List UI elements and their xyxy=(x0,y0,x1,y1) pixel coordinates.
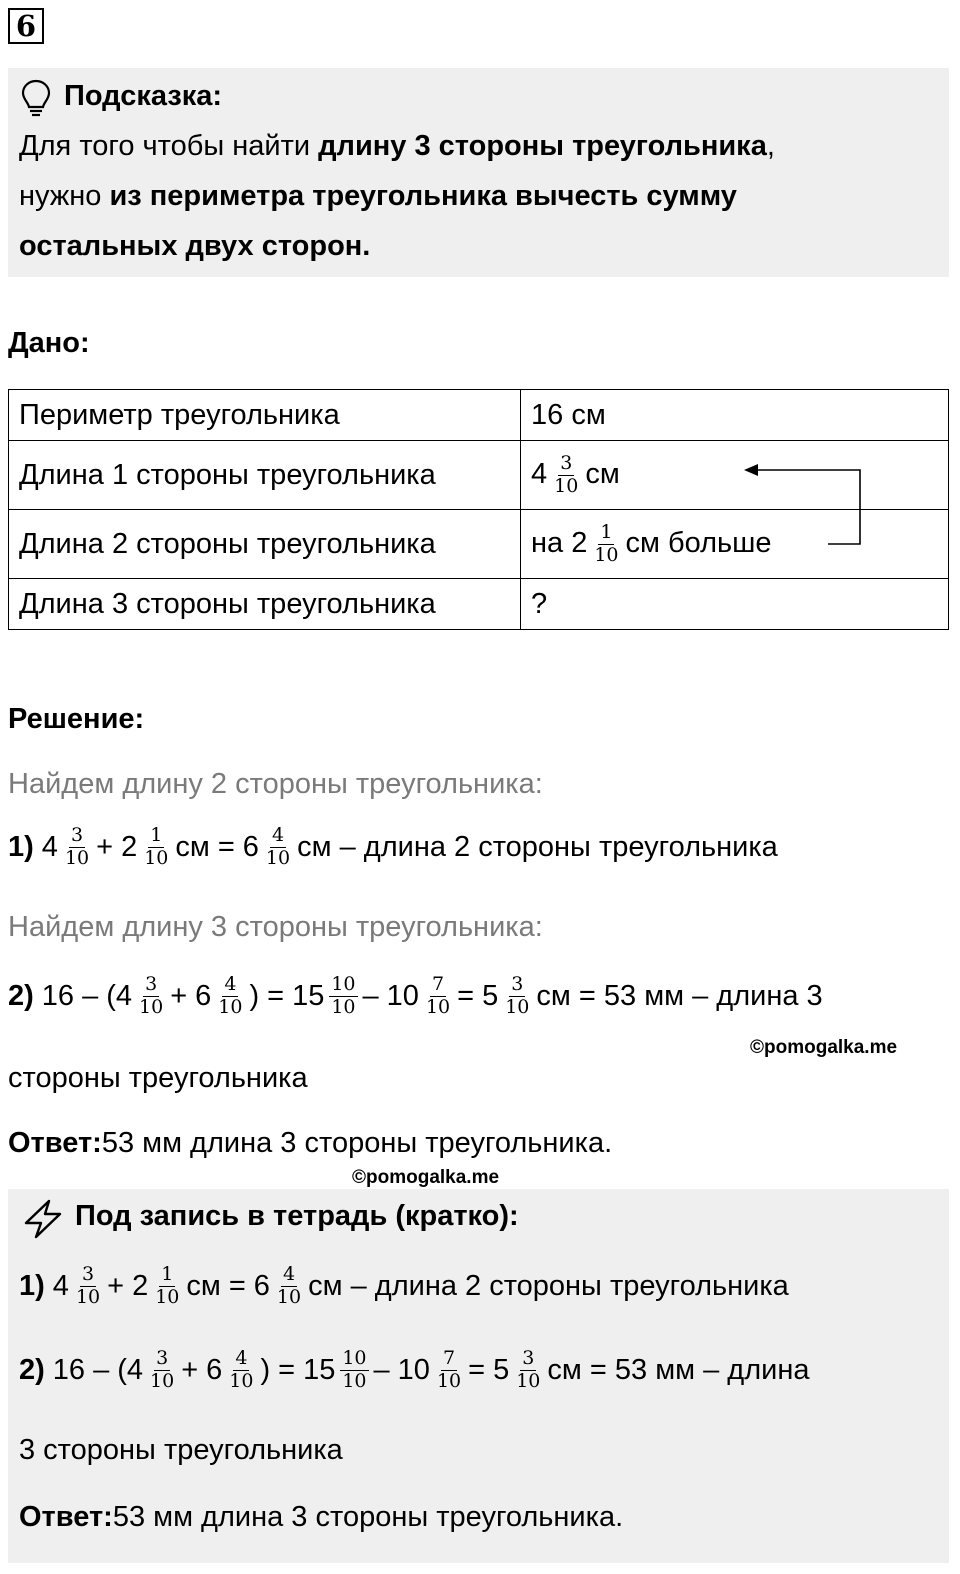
notes-step2: 2) 16 – ( 4 $\frac{3}{10}$ + 6 $\frac{4}{10}$ ) = 15 $\frac{10}{10}$ – 10 $\frac{7}{10}$ = 5 $\frac{3}{10}$ см = 53 мм – длина xyxy=(19,1347,810,1392)
notes-answer: Ответ: 53 мм длина 3 стороны треугольника. xyxy=(19,1501,624,1533)
fraction: $\frac{1}{10}$ xyxy=(594,520,619,566)
table-cell-label: Длина 2 стороны треугольника xyxy=(9,510,521,579)
step2-continuation: стороны треугольника xyxy=(8,1062,308,1094)
step2-intro: Найдем длину 3 стороны треугольника: xyxy=(8,911,543,943)
table-cell-value: 16 см xyxy=(521,390,949,441)
answer-line: Ответ: 53 мм длина 3 стороны треугольника. xyxy=(8,1127,613,1159)
table-cell-value: 4 $\frac{3}{10}$ см xyxy=(521,441,949,510)
hint-box xyxy=(8,68,949,277)
table-row xyxy=(9,390,949,441)
notes-step1: 1) 4 $\frac{3}{10}$ + 2 $\frac{1}{10}$ см = 6 $\frac{4}{10}$ см – длина 2 стороны треугольника xyxy=(19,1263,789,1308)
given-heading: Дано: xyxy=(8,327,90,359)
solution-heading: Решение: xyxy=(8,703,145,735)
hint-line-1: Для того чтобы найти длину 3 стороны треугольника, xyxy=(19,130,775,162)
table-cell-value: ? xyxy=(521,579,949,630)
fraction: $\frac{3}{10}$ xyxy=(554,451,579,497)
notes-step2-continuation: 3 стороны треугольника xyxy=(19,1434,343,1466)
step2-equation: 2) 16 – ( 4 $\frac{3}{10}$ + 6 $\frac{4}{10}$ ) = 15 $\frac{10}{10}$ – 10 $\frac{7}{10}$ = 5 $\frac{3}{10}$ см = 53 мм – длина 3 xyxy=(8,973,823,1018)
step1-equation: 1) 4 $\frac{3}{10}$ + 2 $\frac{1}{10}$ см = 6 $\frac{4}{10}$ см – длина 2 стороны треугольника xyxy=(8,824,778,869)
lightbulb-icon xyxy=(20,79,52,119)
table-cell-label: Периметр треугольника xyxy=(9,390,521,441)
hint-line-2: нужно из периметра треугольника вычесть сумму xyxy=(19,180,737,212)
table-cell-label: Длина 1 стороны треугольника xyxy=(9,441,521,510)
task-number: 6 xyxy=(8,8,44,44)
notes-title: Под запись в тетрадь (кратко): xyxy=(75,1200,519,1232)
notes-box xyxy=(8,1189,949,1563)
table-row xyxy=(9,579,949,630)
watermark: ©pomogalka.me xyxy=(750,1037,898,1058)
table-cell-label: Длина 3 стороны треугольника xyxy=(9,579,521,630)
hint-line-3: остальных двух сторон. xyxy=(19,230,371,262)
step1-intro: Найдем длину 2 стороны треугольника: xyxy=(8,768,543,800)
watermark: ©pomogalka.me xyxy=(352,1167,500,1188)
hint-title: Подсказка: xyxy=(64,80,223,112)
reference-arrow xyxy=(740,456,870,551)
table-cell-value: на 2 $\frac{1}{10}$ см больше xyxy=(521,510,949,579)
lightning-icon xyxy=(22,1199,64,1239)
